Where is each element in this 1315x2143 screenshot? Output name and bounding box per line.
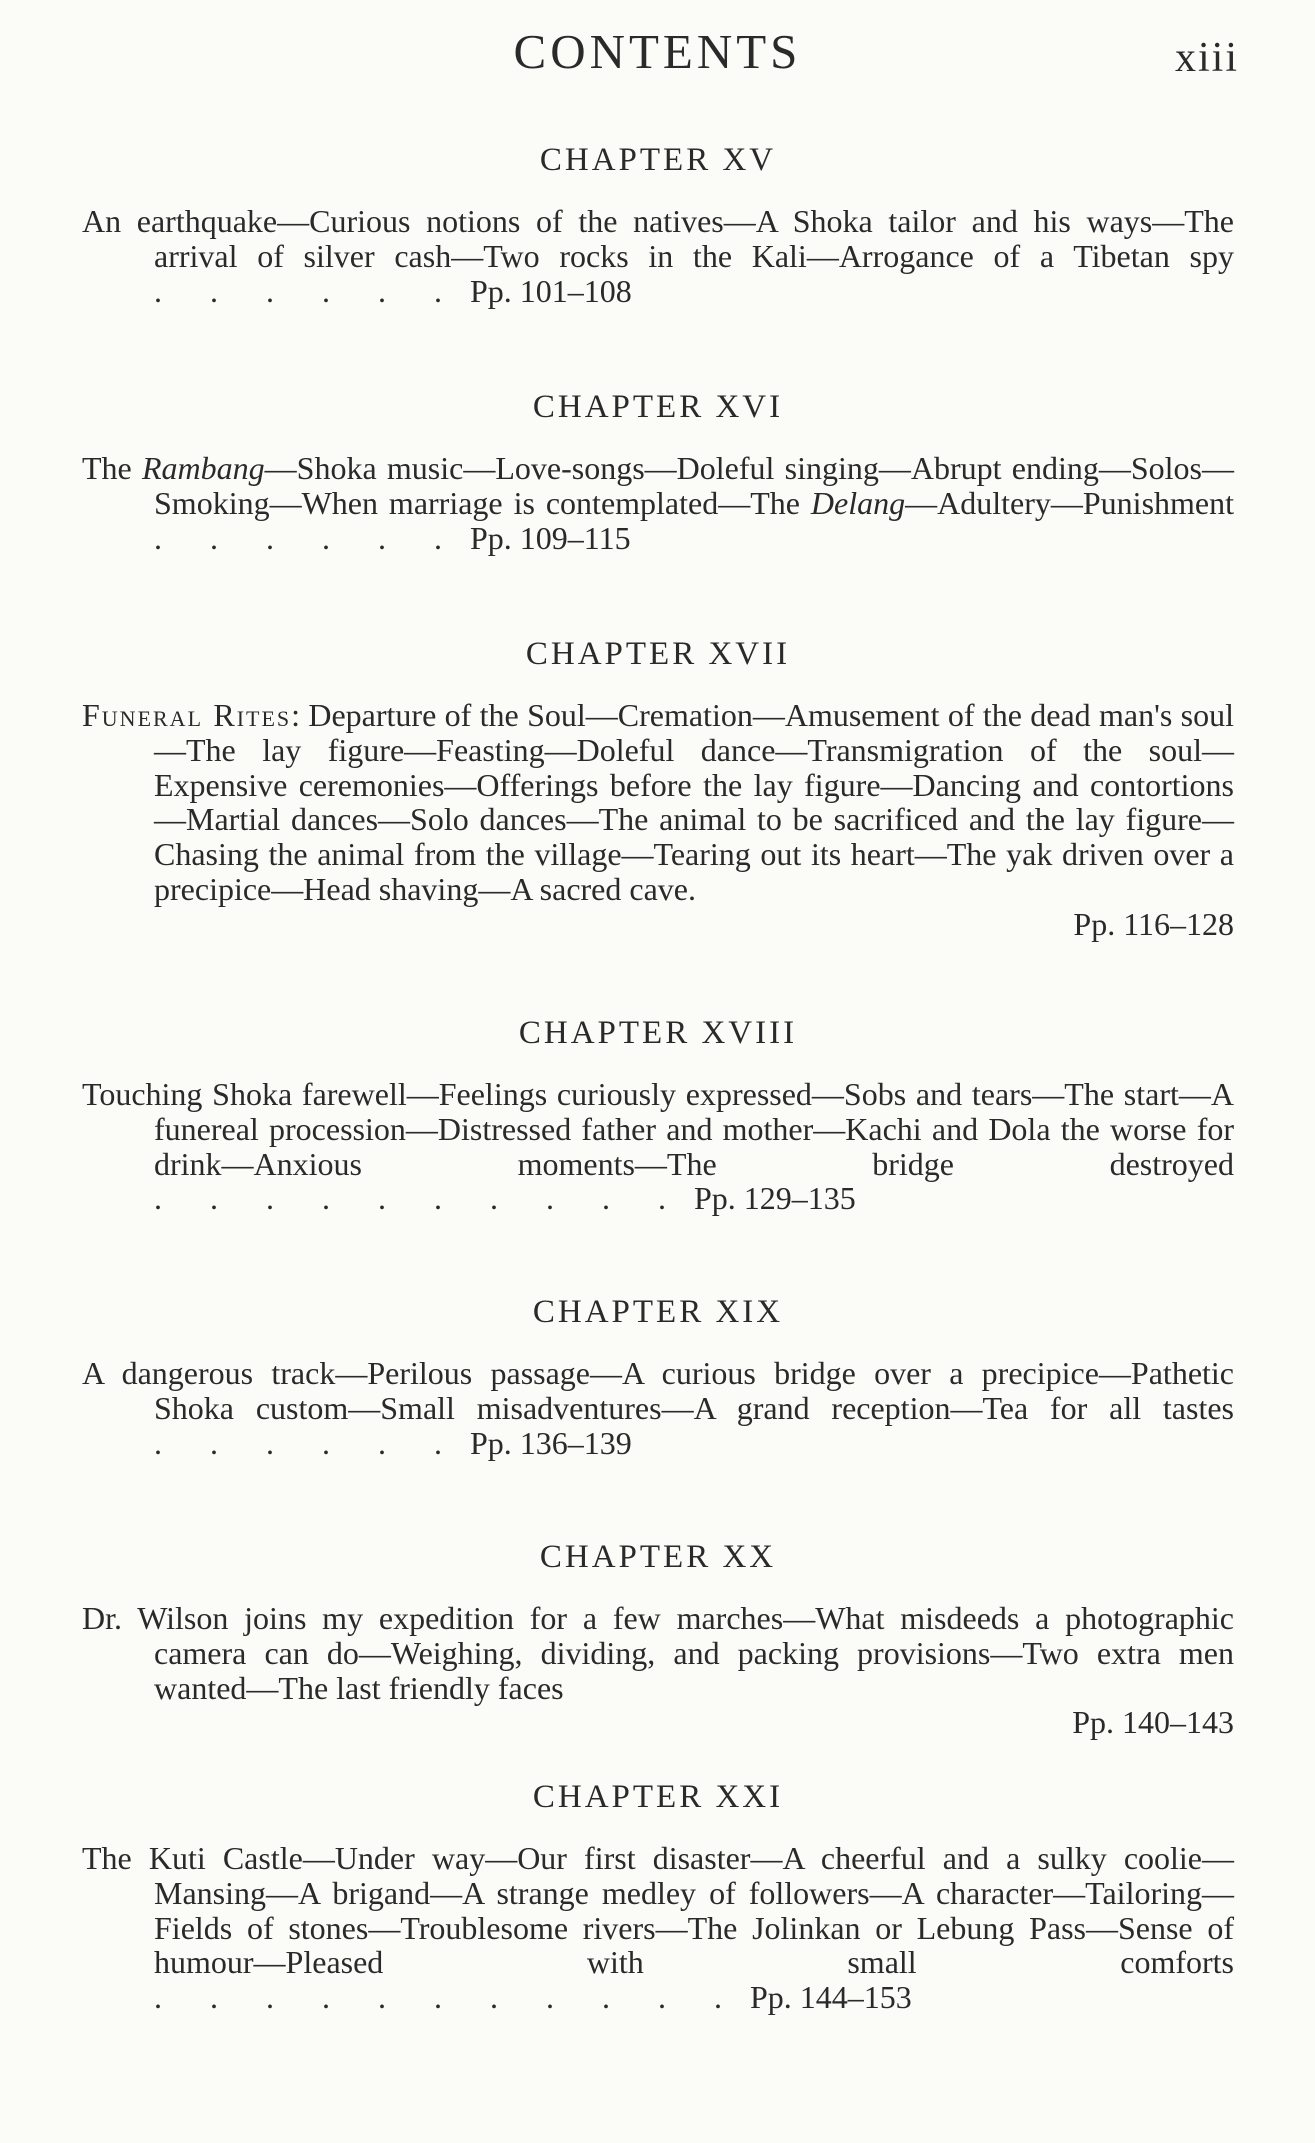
page-reference [154, 1180, 856, 1216]
page-number: xiii [1174, 35, 1239, 81]
summary-text: Touching Shoka farewell—Feelings curiously expressed—Sobs and tears—The start—A funereal procession—Distressed father and mother—Kachi and Dola the worse for drink—Anxious moments—The bridge destroyed [82, 1076, 1234, 1182]
page-range: Pp. 129–135 [694, 1180, 856, 1217]
chapter-heading: CHAPTER XX [539, 1539, 777, 1575]
page-range: Pp. 136–139 [470, 1424, 632, 1461]
page-range: Pp. 116–128 [1073, 905, 1234, 942]
leader-dots: . . . . . . [154, 272, 462, 309]
chapter-summary [82, 698, 1234, 907]
page-reference [154, 273, 632, 309]
summary-text: —Shoka music—Love-songs—Doleful singing—Abrupt ending—Solos—Smoking—When marriage is contemplated—The [154, 450, 1235, 521]
chapter-summary [82, 1356, 1234, 1460]
chapter-entry [82, 1013, 1234, 1216]
chapter-summary [82, 1841, 1234, 2015]
chapter-entry [82, 140, 1234, 308]
summary-text: A dangerous track—Perilous passage—A curious bridge over a precipice—Pathetic Shoka custom—Small misadventures—A grand reception—Tea for all tastes [82, 1355, 1234, 1426]
page-range: Pp. 109–115 [470, 519, 631, 556]
leader-dots: . . . . . . . . . . . [154, 1979, 742, 2016]
leader-dots: . . . . . . [154, 519, 462, 556]
chapter-heading: CHAPTER XVI [532, 389, 784, 425]
page-range: Pp. 140–143 [1072, 1704, 1234, 1741]
summary-text: An earthquake—Curious notions of the natives—A Shoka tailor and his ways—The arrival of silver cash—Two rocks in the Kali—Arrogance of a Tibetan spy [82, 203, 1234, 274]
summary-text: : Departure of the Soul—Cremation—Amusement of the dead man's soul—The lay figure—Feasting—Doleful dance—Transmigration of the soul—Expensive ceremonies—Offerings before the lay figure—Dancing and contortions—Martial dances—Solo dances—The animal to be sacrificed and the lay figure—Chasing the animal from the village—Tearing out its heart—The yak driven over a precipice—Head shaving—A sacred cave. [154, 697, 1235, 907]
page-reference [154, 1979, 912, 2015]
chapter-summary [82, 1077, 1234, 1216]
chapter-heading: CHAPTER XIX [532, 1294, 784, 1330]
summary-italic-term: Rambang [142, 450, 265, 486]
page-header [0, 22, 1315, 82]
summary-text: —Adultery—Punishment [905, 484, 1234, 521]
summary-italic-term: Delang [810, 484, 906, 521]
chapter-entry [82, 1537, 1234, 1740]
leader-dots: . . . . . . . . . . [154, 1180, 686, 1217]
chapter-summary [82, 1601, 1234, 1705]
page-reference [154, 1425, 632, 1461]
chapter-entry [82, 634, 1234, 942]
leader-dots: . . . . . . [154, 1424, 462, 1461]
chapter-heading: CHAPTER XVIII [518, 1015, 798, 1051]
chapter-entry [82, 1777, 1234, 2015]
page-range: Pp. 144–153 [750, 1979, 912, 2016]
summary-text: Dr. Wilson joins my expedition for a few marches—What misdeeds a photographic camera can do—Weighing, dividing, and packing provisions—Two extra men wanted—The last friendly faces [82, 1600, 1234, 1706]
page-range: Pp. 101–108 [470, 272, 632, 309]
chapter-entry [82, 1292, 1234, 1460]
chapter-entry [82, 387, 1234, 555]
page-reference [154, 520, 631, 556]
chapter-heading: CHAPTER XV [539, 142, 777, 178]
summary-smallcaps-term: Funeral Rites [82, 697, 292, 733]
summary-text: The Kuti Castle—Under way—Our first disaster—A cheerful and a sulky coolie—Mansing—A brigand—A strange medley of followers—A character—Tailoring—Fields of stones—Troublesome rivers—The Jolinkan or Lebung Pass—Sense of humour—Pleased with small comforts [82, 1840, 1234, 1981]
chapter-summary [82, 204, 1234, 308]
chapter-heading: CHAPTER XXI [532, 1779, 784, 1815]
chapter-heading: CHAPTER XVII [525, 636, 791, 672]
running-title: CONTENTS [513, 24, 802, 79]
chapter-summary [82, 451, 1234, 555]
summary-text: The [82, 450, 142, 486]
